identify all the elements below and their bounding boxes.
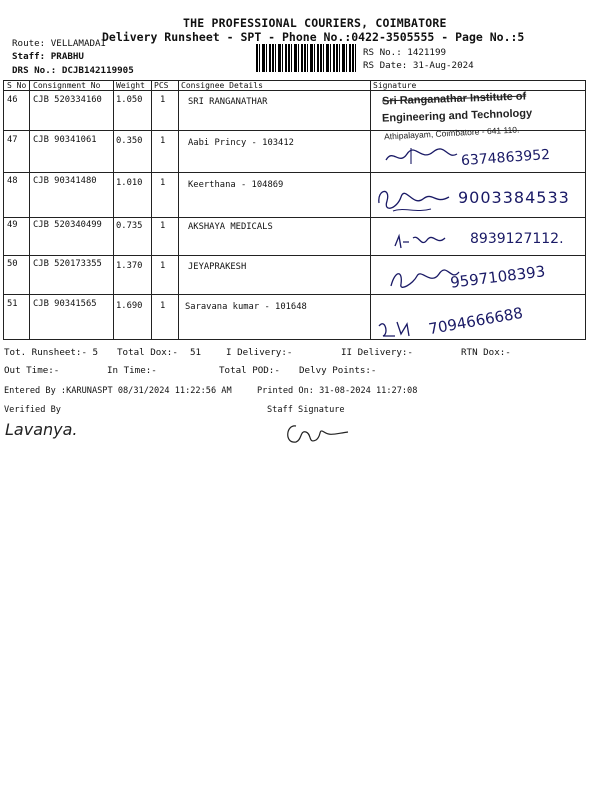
row-pcs: 1	[160, 221, 166, 231]
row49-phone: 8939127112.	[470, 231, 564, 247]
row-consignment: CJB 520173355	[33, 259, 102, 269]
ii-delivery: II Delivery:-	[341, 347, 413, 358]
row-sno: 49	[7, 220, 18, 230]
row-weight: 1.050	[116, 95, 143, 105]
row48-signature-scribble	[373, 183, 455, 217]
tot-runsheet: Tot. Runsheet:- 5	[4, 347, 99, 358]
col-header-signature: Signature	[373, 81, 417, 90]
institution-stamp-line1: Sri Ranganathar Institute of	[381, 90, 527, 108]
row-consignee: JEYAPRAKESH	[188, 262, 247, 272]
staff-label: Staff:	[12, 51, 46, 62]
drs-field	[12, 65, 134, 76]
rs-no-label: RS No.:	[363, 47, 402, 58]
verified-by-label: Verified By	[4, 405, 61, 415]
row-pcs: 1	[160, 261, 166, 271]
institution-stamp-line2: Engineering and Technology	[381, 107, 533, 125]
row-consignment: CJB 90341565	[33, 299, 97, 309]
verifier-signature: Lavanya.	[5, 420, 78, 439]
rs-no-value: 1421199	[407, 47, 447, 58]
total-pod: Total POD:-	[219, 365, 280, 376]
row-consignment: CJB 90341061	[33, 135, 97, 145]
staff-signature-scribble	[282, 418, 352, 448]
col-header-consignee: Consignee Details	[181, 81, 263, 90]
rs-date-label: RS Date:	[363, 60, 408, 71]
row-consignee: SRI RANGANATHAR	[188, 97, 268, 107]
row-pcs: 1	[160, 178, 166, 188]
row50-phone: 9597108393	[449, 262, 547, 292]
row-consignee: Saravana kumar - 101648	[185, 302, 307, 312]
row-consignee: AKSHAYA MEDICALS	[188, 222, 273, 232]
row-weight: 1.370	[116, 261, 143, 271]
col-header-pcs: PCS	[154, 81, 169, 90]
row47-phone: 6374863952	[460, 146, 551, 170]
row-consignee: Keerthana - 104869	[188, 180, 284, 190]
row-pcs: 1	[160, 136, 166, 146]
out-time: Out Time:-	[4, 365, 60, 376]
route-label: Route:	[12, 38, 46, 49]
row49-signature-scribble	[391, 230, 451, 254]
barcode	[256, 44, 357, 72]
row-weight: 1.690	[116, 301, 143, 311]
row47-signature-scribble	[381, 142, 461, 168]
row-pcs: 1	[160, 301, 166, 311]
row-consignment: CJB 90341480	[33, 176, 97, 186]
row-sno: 51	[7, 299, 18, 309]
row-weight: 0.735	[116, 221, 143, 231]
rs-date-value: 31-Aug-2024	[412, 60, 474, 71]
in-time: In Time:-	[107, 365, 157, 376]
delvy-points: Delvy Points:-	[299, 365, 377, 376]
total-dox-label: Total Dox:-	[117, 347, 178, 358]
row-sno: 48	[7, 176, 18, 186]
rs-no-field	[363, 47, 446, 58]
staff-signature-label: Staff Signature	[267, 405, 345, 415]
total-dox-value: 51	[190, 347, 202, 358]
col-header-sno: S No	[7, 81, 27, 90]
rtn-dox: RTN Dox:-	[461, 347, 511, 358]
col-header-weight: Weight	[116, 81, 145, 90]
row-sno: 46	[7, 95, 18, 105]
staff-value: PRABHU	[50, 51, 84, 62]
row-weight: 1.010	[116, 178, 143, 188]
row-consignee: Aabi Princy - 103412	[188, 138, 294, 148]
rs-date-field	[363, 60, 474, 71]
row51-phone: 7094666688	[427, 303, 525, 339]
route-value: VELLAMADAI	[50, 38, 107, 49]
row-consignment: CJB 520340499	[33, 220, 102, 230]
runsheet-table	[3, 80, 586, 340]
col-header-consignment: Consignment No	[33, 81, 101, 90]
entered-by: Entered By :KARUNASPT 08/31/2024 11:22:56 AM	[4, 386, 232, 396]
row48-phone: 9003384533	[458, 188, 570, 207]
row-sno: 47	[7, 135, 18, 145]
row-sno: 50	[7, 259, 18, 269]
row-consignment: CJB 520334160	[33, 95, 102, 105]
institution-stamp-line3: Athipalayam, Coimbatore - 641 110.	[383, 124, 520, 142]
drs-label: DRS No.:	[12, 65, 57, 76]
runsheet-title: Delivery Runsheet - SPT - Phone No.:0422-3505555 - Page No.:5	[102, 30, 525, 44]
company-title: THE PROFESSIONAL COURIERS, COIMBATORE	[183, 16, 447, 30]
printed-on: Printed On: 31-08-2024 11:27:08	[257, 386, 418, 396]
row51-signature-scribble	[375, 316, 421, 340]
row-weight: 0.350	[116, 136, 143, 146]
staff-field	[12, 51, 84, 62]
i-delivery: I Delivery:-	[226, 347, 293, 358]
drs-value: DCJB142119905	[61, 65, 134, 76]
row-pcs: 1	[160, 95, 166, 105]
route-field	[12, 38, 106, 49]
